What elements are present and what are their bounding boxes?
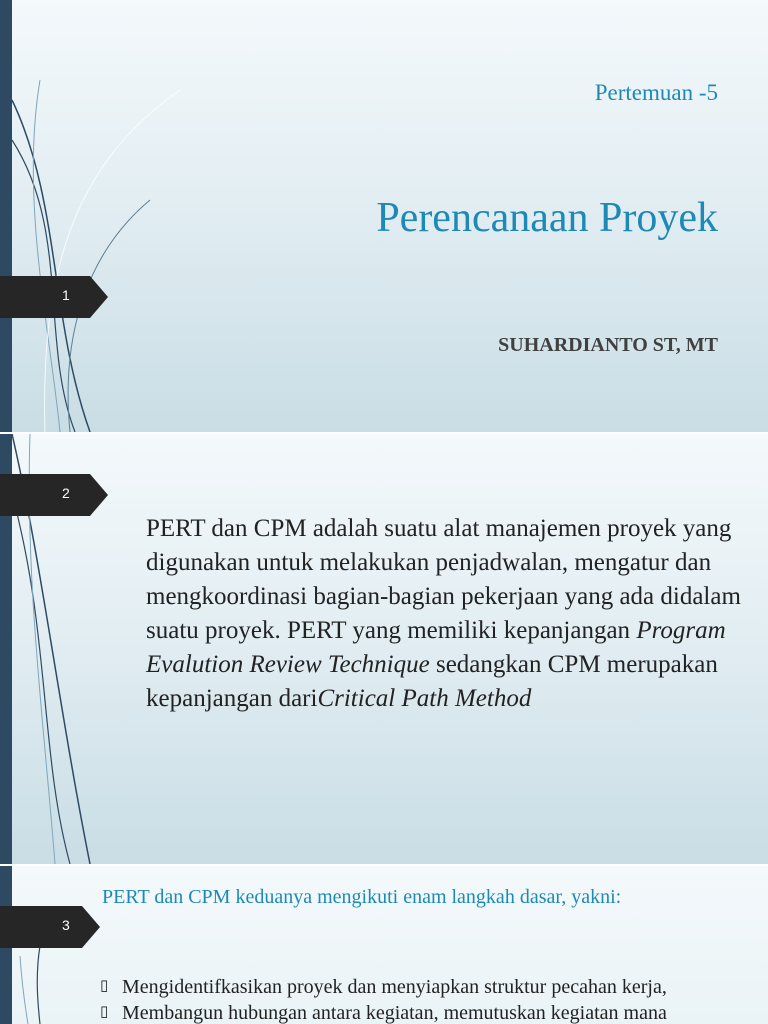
slide-number-tag (0, 276, 108, 318)
slide-body-text (146, 512, 746, 716)
bullet-icon: ▯ (100, 1002, 109, 1020)
slide-number: 3 (62, 917, 70, 933)
body-text-part: PERT dan CPM adalah suatu alat manajemen proyek yang digunakan untuk melakukan penjadwalan, mengatur dan mengkoordinasi bagian-bagian pekerjaan yang ada didalam suatu proyek. PERT yang memiliki kepanjangan (146, 515, 741, 644)
body-italic-term: Critical Path Method (317, 685, 532, 712)
slide-left-bar (0, 0, 12, 432)
slide-number-tag (0, 474, 108, 516)
body-text-part: sedangkan CPM merupakan kepanjangan dari (146, 651, 718, 712)
meeting-label: Pertemuan -5 (594, 80, 718, 105)
list-item-text: Mengidentifkasikan proyek dan menyiapkan struktur pecahan kerja, (122, 976, 667, 998)
slide-1[interactable] (0, 0, 768, 432)
bullet-icon: ▯ (100, 976, 109, 994)
author-name: SUHARDIANTO ST, MT (498, 334, 718, 356)
slide-heading: PERT dan CPM keduanya mengikuti enam langkah dasar, yakni: (102, 886, 622, 908)
list-item (100, 974, 667, 1000)
list-item (100, 1000, 667, 1024)
slide-title: Perencanaan Proyek (376, 195, 718, 241)
slide-3[interactable] (0, 866, 768, 1024)
slide-number-tag (0, 906, 108, 948)
slide-2[interactable] (0, 434, 768, 864)
list-item-text: Membangun hubungan antara kegiatan, memutuskan kegiatan mana (122, 1002, 667, 1024)
slide-number: 2 (62, 485, 70, 501)
bullet-list (100, 974, 667, 1024)
slide-number: 1 (62, 287, 70, 303)
body-italic-term: Program Evalution Review Technique (146, 617, 726, 678)
